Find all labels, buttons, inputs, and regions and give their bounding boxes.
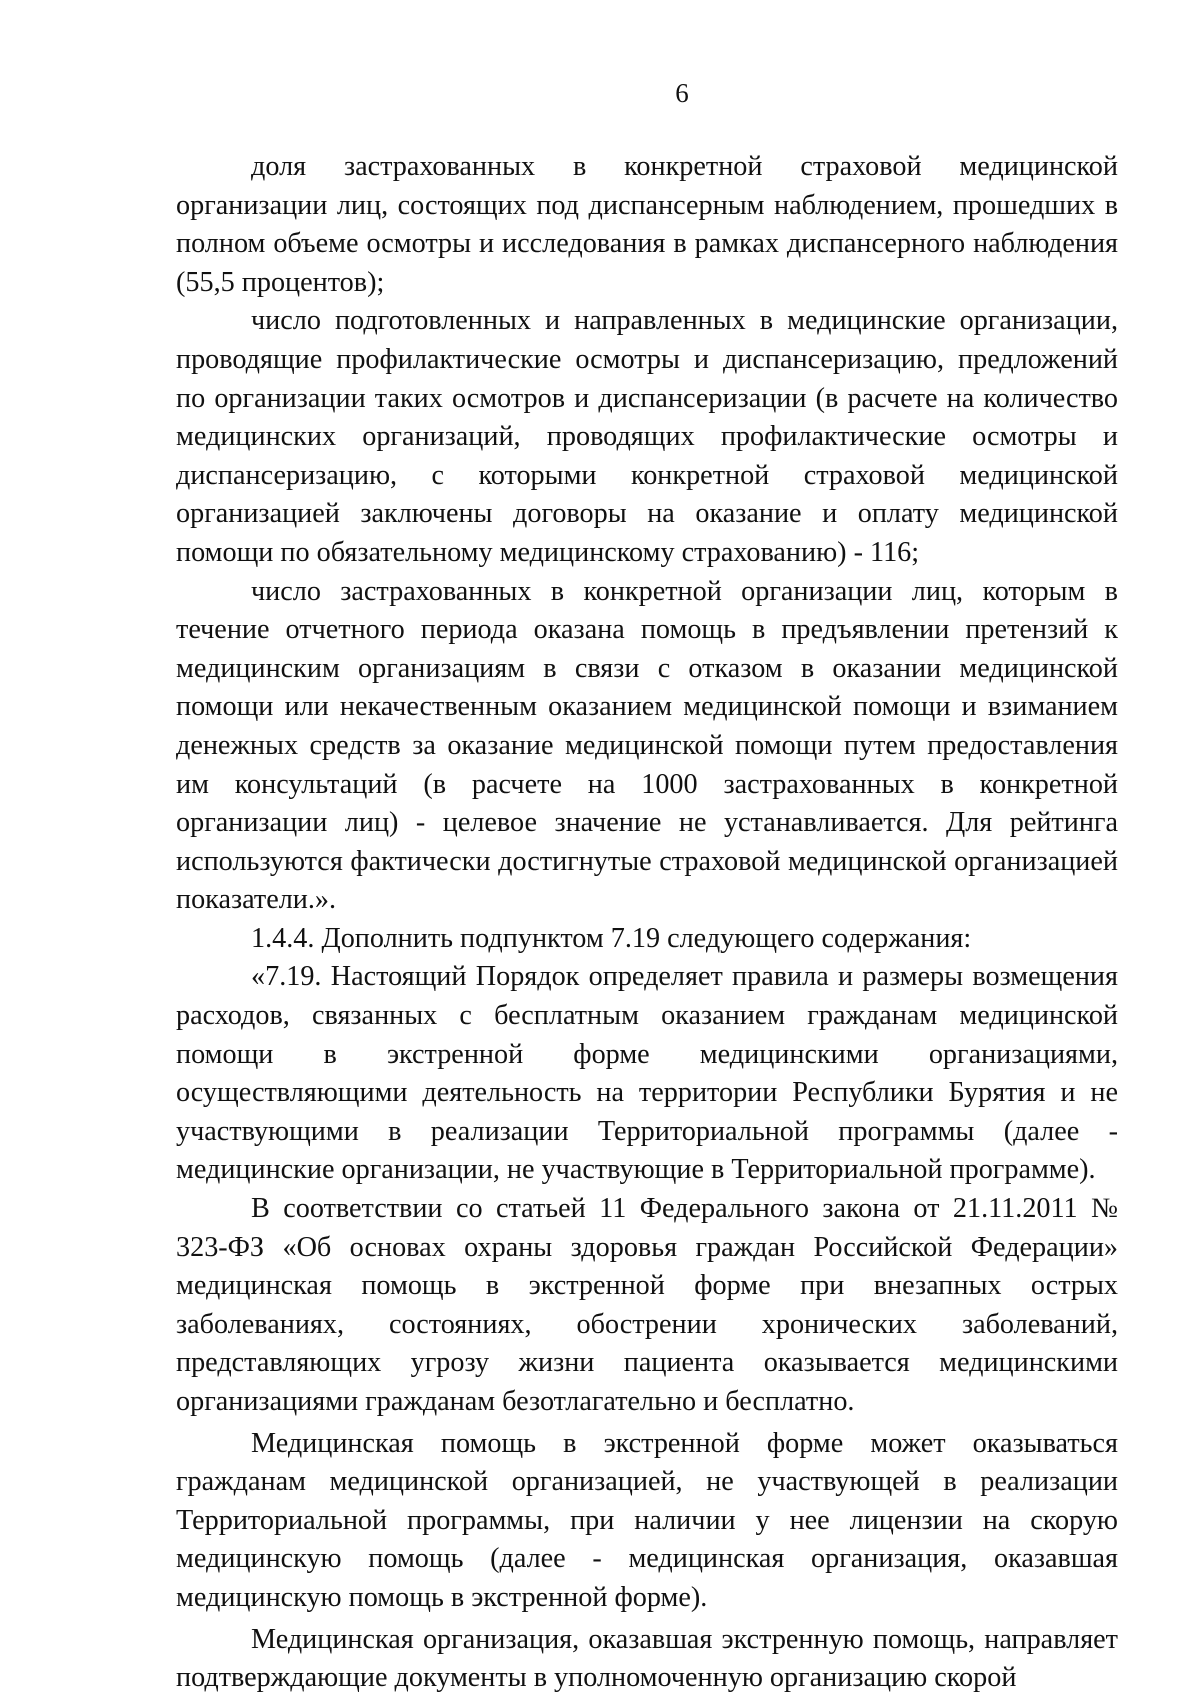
paragraph-amendment-1-4-4: 1.4.4. Дополнить подпунктом 7.19 следующего содержания: [251, 922, 972, 954]
document-body [176, 148, 1118, 1698]
paragraph-federal-law: В соответствии со статьей 11 Федерального закона от 21.11.2011 № 323-ФЗ «Об основах охраны здоровья граждан Российской Федерации» медицинская помощь в экстренной форме при внезапных острых заболеваниях, состояниях, обострении хронических заболеваний, представляющих угрозу жизни пациента оказывается медицинскими организациями гражданам безотлагательно и бесплатно. [176, 1193, 1118, 1417]
paragraph-insured-share: доля застрахованных в конкретной страховой медицинской организации лиц, состоящих под диспансерным наблюдением, прошедших в полном объеме осмотры и исследования в рамках диспансерного наблюдения (55,5 процентов); [176, 151, 1118, 298]
paragraph-clause-7-19: «7.19. Настоящий Порядок определяет правила и размеры возмещения расходов, связанных с бесплатным оказанием гражданам медицинской помощи в экстренной форме медицинскими организациями, осуществляющими деятельность на территории Республики Бурятия и не участвующими в реализации Территориальной программы (далее - медицинские организации, не участвующие в Территориальной программе). [176, 961, 1118, 1186]
paragraph-emergency-care: Медицинская помощь в экстренной форме может оказываться гражданам медицинской организацией, не участвующей в реализации Территориальной программы, при наличии у нее лицензии на скорую медицинскую помощь (далее - медицинская организация, оказавшая медицинскую помощь в экстренной форме). [176, 1427, 1118, 1613]
paragraph-consultations-count: число застрахованных в конкретной организации лиц, которым в течение отчетного периода оказана помощь в предъявлении претензий к медицинским организациям в связи с отказом в оказании медицинской помощи или некачественным оказанием медицинской помощи и взиманием денежных средств за оказание медицинской помощи путем предоставления им консультаций (в расчете на 1000 застрахованных в конкретной организации лиц) - целевое значение не устанавливается. Для рейтинга используются фактически достигнутые страховой медицинской организацией показатели.». [176, 575, 1118, 916]
paragraph-proposals-count: число подготовленных и направленных в медицинские организации, проводящие профилактические осмотры и диспансеризацию, предложений по организации таких осмотров и диспансеризации (в расчете на количество медицинских организаций, проводящих профилактические осмотры и диспансеризацию, с которыми конкретной страховой медицинской организацией заключены договоры на оказание и оплату медицинской помощи по обязательному медицинскому страхованию) - 116; [176, 305, 1118, 568]
page-number: 6 [675, 78, 689, 108]
paragraph-documents: Медицинская организация, оказавшая экстренную помощь, направляет подтверждающие документы в уполномоченную организацию скорой [176, 1623, 1118, 1694]
